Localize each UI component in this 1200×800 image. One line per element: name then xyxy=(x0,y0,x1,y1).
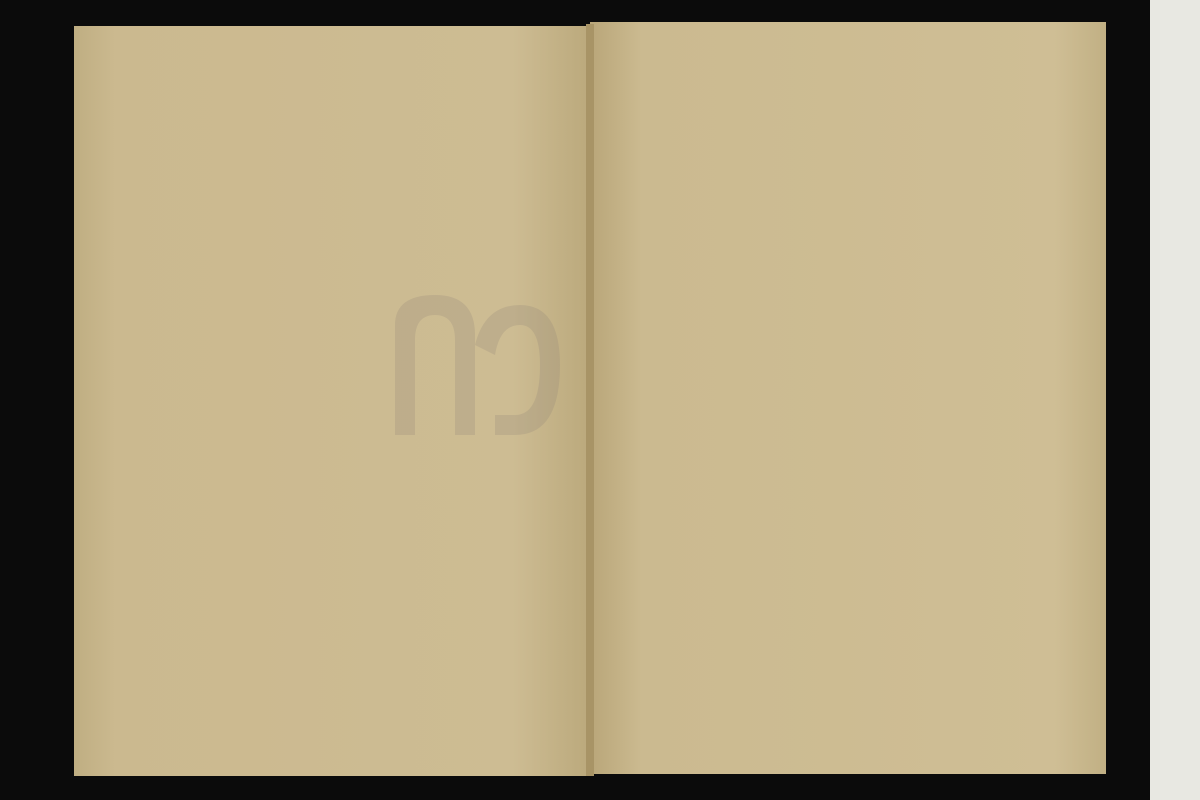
museum-logo-watermark xyxy=(375,285,575,445)
measuring-ruler xyxy=(1150,0,1200,800)
right-page xyxy=(590,22,1106,774)
book-spine xyxy=(586,24,594,776)
